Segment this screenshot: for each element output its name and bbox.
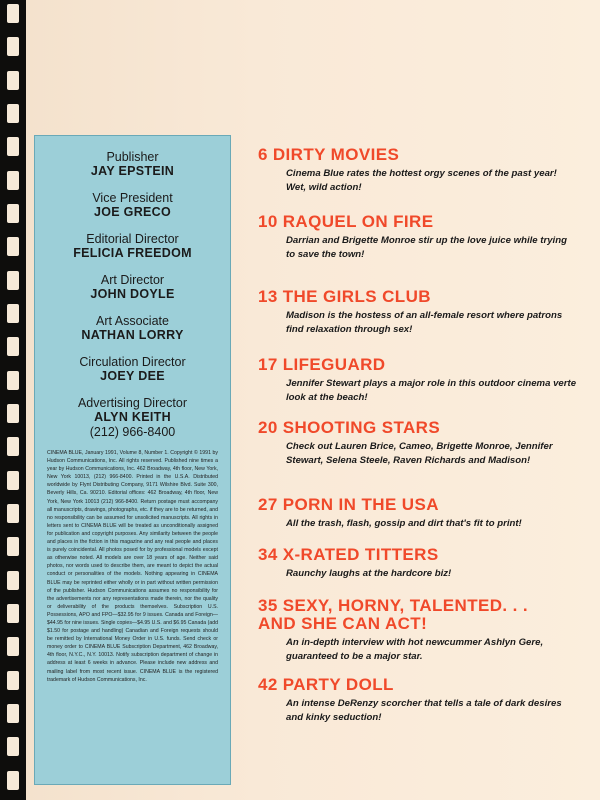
sprocket-hole <box>7 171 19 190</box>
masthead-vice-president <box>45 191 220 220</box>
sprocket-hole <box>7 237 19 256</box>
toc-title: SEXY, HORNY, TALENTED. . . AND SHE CAN ACT! <box>258 596 529 633</box>
toc-title: PORN IN THE USA <box>282 495 439 514</box>
sprocket-hole <box>7 637 19 656</box>
sprocket-hole <box>7 571 19 590</box>
sprocket-hole <box>7 271 19 290</box>
toc-heading <box>258 676 578 694</box>
sprocket-hole <box>7 471 19 490</box>
toc-description: Madison is the hostess of an all-female resort where patrons find relaxation through sex! <box>286 310 563 335</box>
role-name: JOEY DEE <box>100 369 165 383</box>
toc-page-number: 10 <box>258 212 278 231</box>
toc-title: THE GIRLS CLUB <box>282 287 431 306</box>
toc-heading <box>258 356 578 374</box>
role-title: Advertising Director <box>77 396 188 410</box>
toc-entry[interactable] <box>258 676 578 724</box>
toc-entry[interactable] <box>258 356 578 404</box>
advertising-phone: (212) 966-8400 <box>89 425 176 439</box>
sprocket-hole <box>7 304 19 323</box>
masthead-art-director <box>45 273 220 302</box>
sprocket-hole <box>7 4 19 23</box>
toc-title: RAQUEL ON FIRE <box>282 212 434 231</box>
toc-heading <box>258 496 578 514</box>
masthead-art-associate <box>45 314 220 343</box>
toc-description: Darrian and Brigette Monroe stir up the love juice while trying to save the town! <box>286 235 567 260</box>
sprocket-hole <box>7 504 19 523</box>
sprocket-hole <box>7 404 19 423</box>
toc-heading <box>258 419 578 437</box>
toc-description: An in-depth interview with hot newcummer Ashlyn Gere, guaranteed to be a major star. <box>286 637 544 662</box>
role-title: Art Director <box>100 273 165 287</box>
toc-description: Check out Lauren Brice, Cameo, Brigette Monroe, Jennifer Stewart, Selena Steele, Raven Richards and Madison! <box>286 441 553 466</box>
toc-heading <box>258 546 578 564</box>
sprocket-hole <box>7 537 19 556</box>
masthead-editorial-director <box>45 232 220 261</box>
toc-page-number: 27 <box>258 495 278 514</box>
role-title: Vice President <box>92 191 173 205</box>
role-title: Art Associate <box>96 314 169 328</box>
toc-page-number: 6 <box>258 145 268 164</box>
toc-entry[interactable] <box>258 546 578 581</box>
toc-entry[interactable] <box>258 288 578 336</box>
role-title: Editorial Director <box>86 232 179 246</box>
sprocket-hole <box>7 204 19 223</box>
sprocket-hole <box>7 771 19 790</box>
masthead-circulation-director <box>45 355 220 384</box>
toc-heading <box>258 597 558 633</box>
role-name: NATHAN LORRY <box>81 328 184 342</box>
toc-description: Raunchy laughs at the hardcore biz! <box>286 568 452 579</box>
toc-page-number: 20 <box>258 418 278 437</box>
sprocket-hole <box>7 137 19 156</box>
toc-page-number: 17 <box>258 355 278 374</box>
toc-page-number: 42 <box>258 675 278 694</box>
toc-heading <box>258 213 578 231</box>
toc-description: Jennifer Stewart plays a major role in this outdoor cinema verte look at the beach! <box>286 378 577 403</box>
film-strip-border <box>0 0 26 800</box>
toc-entry[interactable] <box>258 597 578 663</box>
role-title: Circulation Director <box>79 355 186 369</box>
toc-heading <box>258 288 578 306</box>
role-name: JAY EPSTEIN <box>90 164 175 178</box>
masthead-box <box>34 135 231 785</box>
toc-page-number: 13 <box>258 287 278 306</box>
toc-page-number: 34 <box>258 545 278 564</box>
sprocket-hole <box>7 371 19 390</box>
toc-entry[interactable] <box>258 213 578 261</box>
sprocket-hole <box>7 737 19 756</box>
masthead-publisher <box>45 150 220 179</box>
role-name: JOHN DOYLE <box>90 287 175 301</box>
toc-title: LIFEGUARD <box>282 355 386 374</box>
toc-title: X-RATED TITTERS <box>282 545 439 564</box>
toc-page-number: 35 <box>258 596 278 615</box>
role-name: ALYN KEITH <box>94 410 171 424</box>
toc-entry[interactable] <box>258 496 578 531</box>
sprocket-hole <box>7 704 19 723</box>
toc-entry[interactable] <box>258 419 578 467</box>
sprocket-hole <box>7 337 19 356</box>
toc-title: DIRTY MOVIES <box>272 145 400 164</box>
toc-heading <box>258 146 578 164</box>
legal-notice: CINEMA BLUE, January 1991, Volume 8, Number 1. Copyright © 1991 by Hudson Communications, Inc. All rights reserved. Published nine times a year by Hudson Communications, Inc. 462 Broadway, 4th floor, New York, New York 10013, (212) 966-8400. Printed in the U.S.A. Distributed worldwide by Flynt Distributing Company, 9171 Wilshire Blvd. Suite 300, Beverly Hills, Ca. 90210. Editorial offices: 462 Broadway, 4th floor, New York, New York 10013 (212) 966-8400. Return postage must accompany all manuscripts, drawings, photographs, etc. if they are to be returned, and no responsibility can be assumed for unsolicited manuscripts. All rights in letters sent to CINEMA BLUE will be treated as unconditionally assigned for publication and copyright purposes. Any similarity between the people and places in the fiction in this magazine and any real people and places is purely coincidental. All photos posed for by professional models except as otherwise noted. All models are over 18 years of age. Neither said photos, nor words used to describe them, are meant to depict the actual conduct or personalities of the models. Nothing appearing in CINEMA BLUE may be reprinted either wholly or in part without written permission of the publisher. Hudson Communications assumes no responsibility for the advertisements nor any representations made therein, nor the quality or deliverability of the products themselves. Subscription U.S. Possessions, APO and FPO—$32.95 for 9 issues. Canada and Foreign—$44.95 for nine issues. Single copies—$4.95 U.S. and $6.95 Canada (add $1.50 for postage and handling) Canadian and Foreign requests should be remitted by International Money Order in U.S. funds. Send check or money order to CINEMA BLUE Subscription Department, 462 Broadway, 4th floor, N.Y.C., N.Y. 10013. Notify subscription department of change in address at least 6 weeks in advance. Please include new address and mailing label from most recent issue. CINEMA BLUE is the registered trademark of Hudson Communications, Inc. <box>47 450 218 683</box>
toc-description: All the trash, flash, gossip and dirt that's fit to print! <box>286 518 522 529</box>
toc-description: An intense DeRenzy scorcher that tells a tale of dark desires and kinky seduction! <box>286 698 562 723</box>
sprocket-hole <box>7 437 19 456</box>
sprocket-hole <box>7 671 19 690</box>
toc-description: Cinema Blue rates the hottest orgy scenes of the past year! Wet, wild action! <box>286 168 557 193</box>
role-name: FELICIA FREEDOM <box>73 246 192 260</box>
toc-entry[interactable] <box>258 146 578 194</box>
sprocket-hole <box>7 71 19 90</box>
masthead-advertising-director <box>45 396 220 439</box>
sprocket-hole <box>7 37 19 56</box>
sprocket-hole <box>7 104 19 123</box>
role-name: JOE GRECO <box>93 205 172 219</box>
toc-title: PARTY DOLL <box>282 675 394 694</box>
toc-title: SHOOTING STARS <box>282 418 441 437</box>
role-title: Publisher <box>106 150 159 164</box>
sprocket-hole <box>7 604 19 623</box>
